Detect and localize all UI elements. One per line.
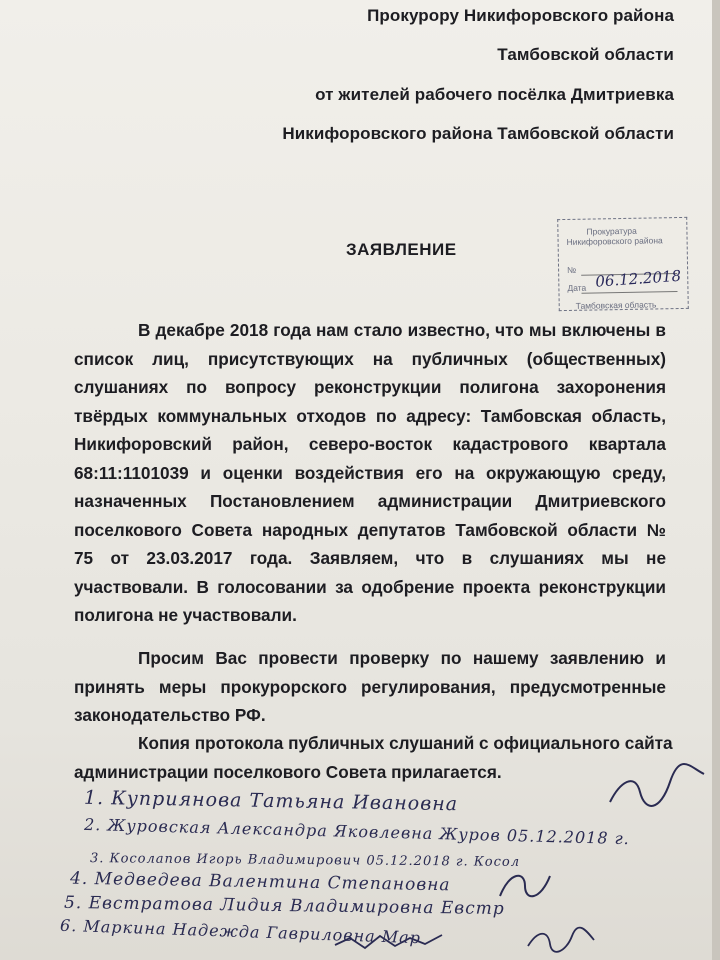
addressee-line-2: Тамбовской области xyxy=(497,45,674,64)
text-line: слушаниях по вопросу реконструкции полигона захоронения xyxy=(74,377,666,397)
text-line: участвовали. В голосовании за одобрение проекта реконструкции xyxy=(74,576,666,597)
handwritten-signature-mark xyxy=(520,918,600,958)
text-line: список лиц, присутствующих на публичных (общественных) xyxy=(74,348,666,369)
text-line: поселкового Совета народных депутатов Тамбовской области № xyxy=(74,519,666,540)
document-title: ЗАЯВЛЕНИЕ xyxy=(346,240,457,259)
stamp-date-value: 06.12.2018 xyxy=(594,266,682,291)
stamp-office: Прокуратура xyxy=(586,225,637,237)
stamp-district: Никифоровского района xyxy=(566,235,663,247)
handwritten-signature-mark xyxy=(600,762,710,822)
sender-line-1: от жителей рабочего посёлка Дмитриевка xyxy=(315,85,674,104)
signature-line: 2. Журовская Александра Яковлевна Журов 05.12.2018 г. xyxy=(83,814,631,849)
stamp-region: Тамбовская область xyxy=(575,299,657,311)
stamp-date-label: Дата xyxy=(567,282,587,293)
sender-line-2: Никифоровского района Тамбовской области xyxy=(282,124,674,143)
signature-line: 4. Медведева Валентина Степановна xyxy=(69,868,451,896)
text-line: назначенных Постановлением администрации Дмитриевского xyxy=(74,491,666,511)
text-line: принять меры прокурорского регулирования, предусмотренные xyxy=(74,676,666,697)
handwritten-signature-mark xyxy=(330,920,450,960)
stamp-number-label: № xyxy=(567,264,577,275)
signature-line: 6. Маркина Надежда Гавриловна Мар xyxy=(59,915,422,948)
signature-line: 1. Куприянова Татьяна Ивановна xyxy=(83,786,459,816)
addressee-line-1: Прокурору Никифоровского района xyxy=(367,6,674,25)
text-line: В декабре 2018 года нам стало известно, что мы включены в xyxy=(138,320,666,340)
text-line: 75 от 23.03.2017 года. Заявляем, что в слушаниях мы не xyxy=(74,548,666,568)
text-line: законодательство РФ. xyxy=(74,705,266,725)
text-line: Никифоровский район, северо-восток кадастрового квартала xyxy=(74,434,666,454)
text-line: Копия протокола публичных слушаний с официального сайта xyxy=(138,733,673,753)
signature-line: 3. Косолапов Игорь Владимирович 05.12.2018 г. Косол xyxy=(89,851,521,870)
text-line: Просим Вас провести проверку по нашему заявлению и xyxy=(138,648,666,668)
signature-line: 5. Евстратова Лидия Владимировна Евстр xyxy=(63,892,505,920)
text-line: твёрдых коммунальных отходов по адресу: Тамбовская область, xyxy=(74,405,666,426)
text-line: администрации поселкового Совета прилагается. xyxy=(74,761,502,782)
handwritten-signature-mark xyxy=(495,866,555,906)
text-line: 68:11:1101039 и оценки воздействия его на окружающую среду, xyxy=(74,462,666,483)
text-line: полигона не участвовали. xyxy=(74,605,297,625)
